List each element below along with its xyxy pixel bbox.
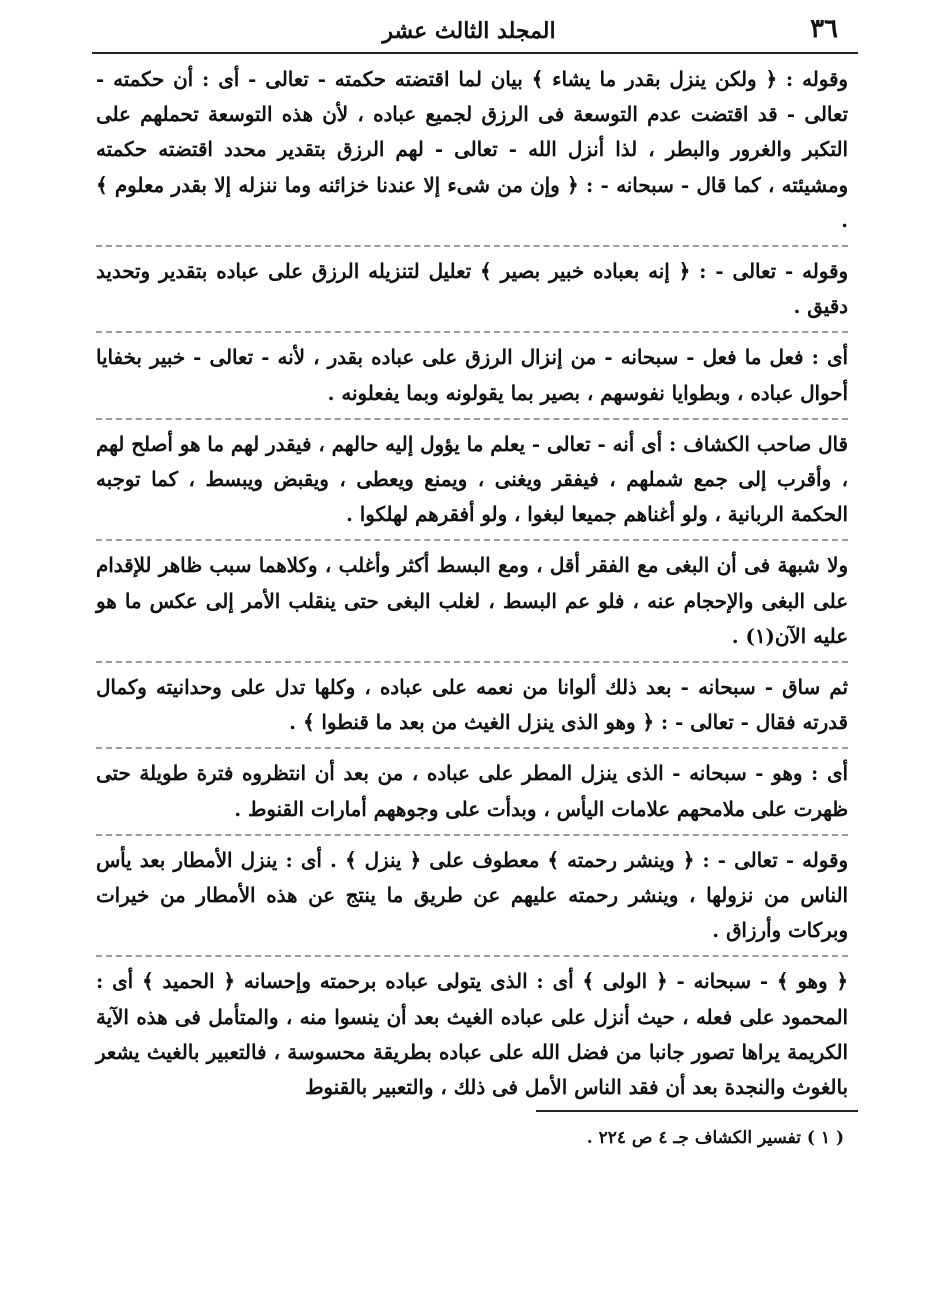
separator-line: [96, 331, 848, 333]
paragraph: أى : وهو - سبحانه - الذى ينزل المطر على عباده ، من بعد أن انتظروه فترة طويلة حتى ظهرت على ملامحهم علامات اليأس ، وبدأت على وجوههم أمارات القنوط .: [96, 761, 848, 821]
paragraph: ولا شبهة فى أن البغى مع الفقر أقل ، ومع البسط أكثر وأغلب ، وكلاهما سبب ظاهر للإقدام على البغى والإحجام عنه ، فلو عم البسط ، لغلب البغى حتى ينقلب الأمر إلى عكس ما هو عليه الآن(١) .: [96, 553, 848, 648]
paragraph: أى : فعل ما فعل - سبحانه - من إنزال الرزق على عباده بقدر ، لأنه - تعالى - خبير بخفايا أحوال عباده ، وبطوايا نفوسهم ، بصير بما يقولونه وبما يفعلونه .: [96, 345, 848, 405]
page-number: ٣٦: [810, 14, 838, 44]
separator-line: [96, 539, 848, 541]
footnote-rule: [536, 1110, 858, 1112]
separator-line: [96, 245, 848, 247]
running-title: المجلد الثالث عشر: [382, 18, 556, 44]
body-text: [96, 62, 848, 1105]
paragraph: ثم ساق - سبحانه - بعد ذلك ألوانا من نعمه على عباده ، وكلها تدل على وحدانيته وكمال قدرته فقال - تعالى - : ﴿ وهو الذى ينزل الغيث من بعد ما قنطوا ﴾ .: [96, 675, 848, 735]
separator-line: [96, 747, 848, 749]
footnote: ( ١ ) تفسير الكشاف جـ ٤ ص ٢٢٤ .: [586, 1128, 844, 1148]
paragraph: وقوله - تعالى - : ﴿ إنه بعباده خبير بصير ﴾ تعليل لتنزيله الرزق على عباده بتقدير وتحديد دقيق .: [96, 259, 848, 319]
page-header: [92, 8, 846, 48]
paragraph: قال صاحب الكشاف : أى أنه - تعالى - يعلم ما يؤول إليه حالهم ، فيقدر لهم ما هو أصلح لهم ، وأقرب إلى جمع شملهم ، فيفقر ويغنى ، ويمنع ويعطى ، ويقبض ويبسط ، كما توجبه الحكمة الربانية ، ولو أغناهم جميعا لبغوا ، ولو أفقرهم لهلكوا .: [96, 431, 848, 527]
header-rule: [92, 52, 858, 54]
separator-line: [96, 661, 848, 663]
separator-line: [96, 418, 848, 420]
paragraph: ﴿ وهو ﴾ - سبحانه - ﴿ الولى ﴾ أى : الذى يتولى عباده برحمته وإحسانه ﴿ الحميد ﴾ أى : المحمود على فعله ، حيث أنزل على عباده الغيث بعد أن ينسوا منه ، والمتأمل فى هذه الآية الكريمة يراها تصور جانبا من فضل الله على عباده بطريقة محسوسة ، فالتعبير بالغيث يشعر بالغوث والنجدة بعد أن فقد الناس الأمل فى ذلك ، والتعبير بالقنوط: [96, 969, 848, 1100]
paragraph: وقوله - تعالى - : ﴿ وينشر رحمته ﴾ معطوف على ﴿ ينزل ﴾ . أى : ينزل الأمطار بعد يأس الناس من نزولها ، وينشر رحمته عليهم عن طريق ما ينتج عن هذه الأمطار من خيرات وبركات وأرزاق .: [96, 847, 848, 943]
paragraph: وقوله : ﴿ ولكن ينزل بقدر ما يشاء ﴾ بيان لما اقتضته حكمته - تعالى - أى : أن حكمته - تعالى - قد اقتضت عدم التوسعة فى الرزق لجميع عباده ، لأن هذه التوسعة تحملهم على التكبر والغرور والبطر ، لذا أنزل الله - تعالى - لهم الرزق بتقدير محدد اقتضته حكمته ومشيئته ، كما قال - سبحانه - : ﴿ وإن من شىء إلا عندنا خزائنه وما ننزله إلا بقدر معلوم ﴾ .: [96, 67, 848, 232]
separator-line: [96, 955, 848, 957]
separator-line: [96, 834, 848, 836]
